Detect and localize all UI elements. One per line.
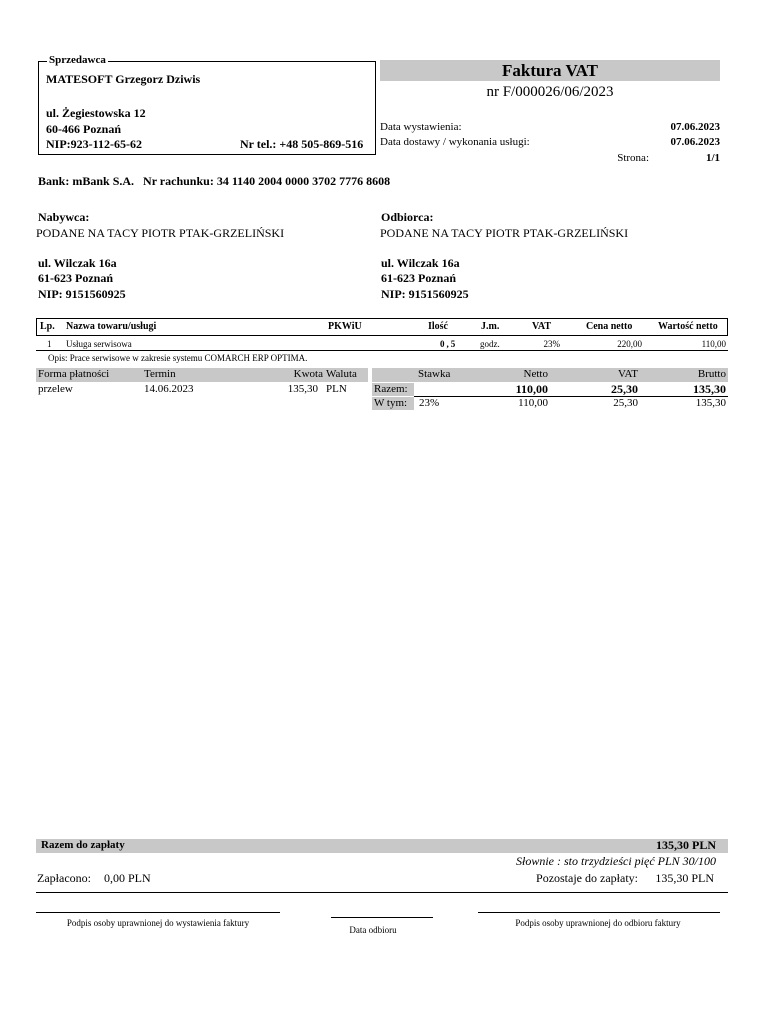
payment-currency: PLN [326,383,347,395]
summary-rate-vat: 25,30 [613,397,638,409]
col-name: Nazwa towaru/usługi [66,321,157,332]
recipient-city: 61-623 Poznań [381,271,456,285]
summary-total-label: Razem: [374,383,408,395]
summary-brutto-header: Brutto [697,368,726,380]
issue-date-label: Data wystawienia: [380,121,462,133]
due-label: Razem do zapłaty [41,839,125,851]
due-amount: 135,30 PLN [656,838,716,852]
buyer-street: ul. Wilczak 16a [38,256,117,270]
signature-receiver-label: Podpis osoby uprawnionej do odbioru faktury [515,918,681,928]
bank-account: Bank: mBank S.A. Nr rachunku: 34 1140 2004 0000 3702 7776 8608 [38,174,391,188]
buyer-nip: NIP: 9151560925 [38,287,126,301]
col-qty: Ilość [428,321,448,332]
summary-rate: 23% [419,397,440,409]
delivery-date-label: Data dostawy / wykonania usługi: [380,136,530,148]
seller-legend: Sprzedawca [49,54,106,66]
signature-issuer-line [36,912,280,913]
item-lp: 1 [47,339,52,349]
recipient-name: PODANE NA TACY PIOTR PTAK-GRZELIŃSKI [380,226,629,240]
payment-method-header: Forma płatności [38,368,110,380]
seller-phone: Nr tel.: +48 505-869-516 [240,137,364,151]
delivery-date: 07.06.2023 [670,136,720,148]
recipient-street: ul. Wilczak 16a [381,256,460,270]
issue-date: 07.06.2023 [670,121,720,133]
item-price: 220,00 [617,339,642,349]
summary-total-netto: 110,00 [515,382,548,396]
payment-due: 14.06.2023 [144,383,194,395]
recipient-nip: NIP: 9151560925 [381,287,469,301]
summary-rate-brutto: 135,30 [695,397,726,409]
invoice-title: Faktura VAT [380,60,720,81]
summary-netto-header: Netto [523,368,548,380]
recipient-label: Odbiorca: [381,210,434,224]
seller-name: MATESOFT Grzegorz Dziwis [46,72,201,86]
summary-total-vat: 25,30 [611,382,638,396]
col-unit: J.m. [481,321,500,332]
buyer-label: Nabywca: [38,210,90,224]
seller-nip: NIP:923-112-65-62 [46,137,142,151]
seller-city: 60-466 Poznań [46,122,121,136]
summary-total-brutto: 135,30 [693,382,726,396]
payment-due-header: Termin [144,368,176,380]
payment-currency-header: Waluta [326,368,357,380]
item-vat: 23% [543,339,560,349]
signature-receiver-line [478,912,720,913]
item-value: 110,00 [701,339,726,349]
paid-label: Zapłacono: [37,871,91,885]
buyer-city: 61-623 Poznań [38,271,113,285]
payment-amount: 135,30 [287,383,318,395]
invoice-number: nr F/000026/06/2023 [486,84,614,100]
paid-value: 0,00 PLN [104,871,151,885]
payment-method: przelew [38,383,73,395]
seller-street: ul. Żegiestowska 12 [46,106,146,120]
signature-issuer-label: Podpis osoby uprawnionej do wystawienia faktury [66,918,250,928]
page-value: 1/1 [705,152,720,164]
col-vat: VAT [532,321,552,332]
footer-divider [36,892,728,893]
summary-rate-netto: 110,00 [518,397,548,409]
page-label: Strona: [617,152,649,164]
amount-in-words: Słownie : sto trzydzieści pięć PLN 30/100 [516,854,716,868]
item-description: Opis: Prace serwisowe w zakresie systemu COMARCH ERP OPTIMA. [48,353,308,363]
col-pkwiu: PKWiU [328,321,362,332]
signature-date-line [331,917,433,918]
item-qty: 0,5 [440,339,458,349]
summary-vat-header: VAT [618,368,638,380]
item-unit: godz. [480,339,500,349]
remaining-value: 135,30 PLN [655,871,714,885]
item-row-divider [36,350,728,351]
col-value: Wartość netto [658,321,718,332]
buyer-name: PODANE NA TACY PIOTR PTAK-GRZELIŃSKI [36,226,285,240]
summary-wtym-label: W tym: [374,397,408,409]
item-name: Usługa serwisowa [66,339,132,349]
summary-rate-header: Stawka [418,368,451,380]
signature-date-label: Data odbioru [349,925,397,935]
remaining-label: Pozostaje do zapłaty: [536,871,638,885]
col-price: Cena netto [586,321,633,332]
payment-amount-header: Kwota [293,368,323,380]
col-lp: Lp. [40,321,55,332]
